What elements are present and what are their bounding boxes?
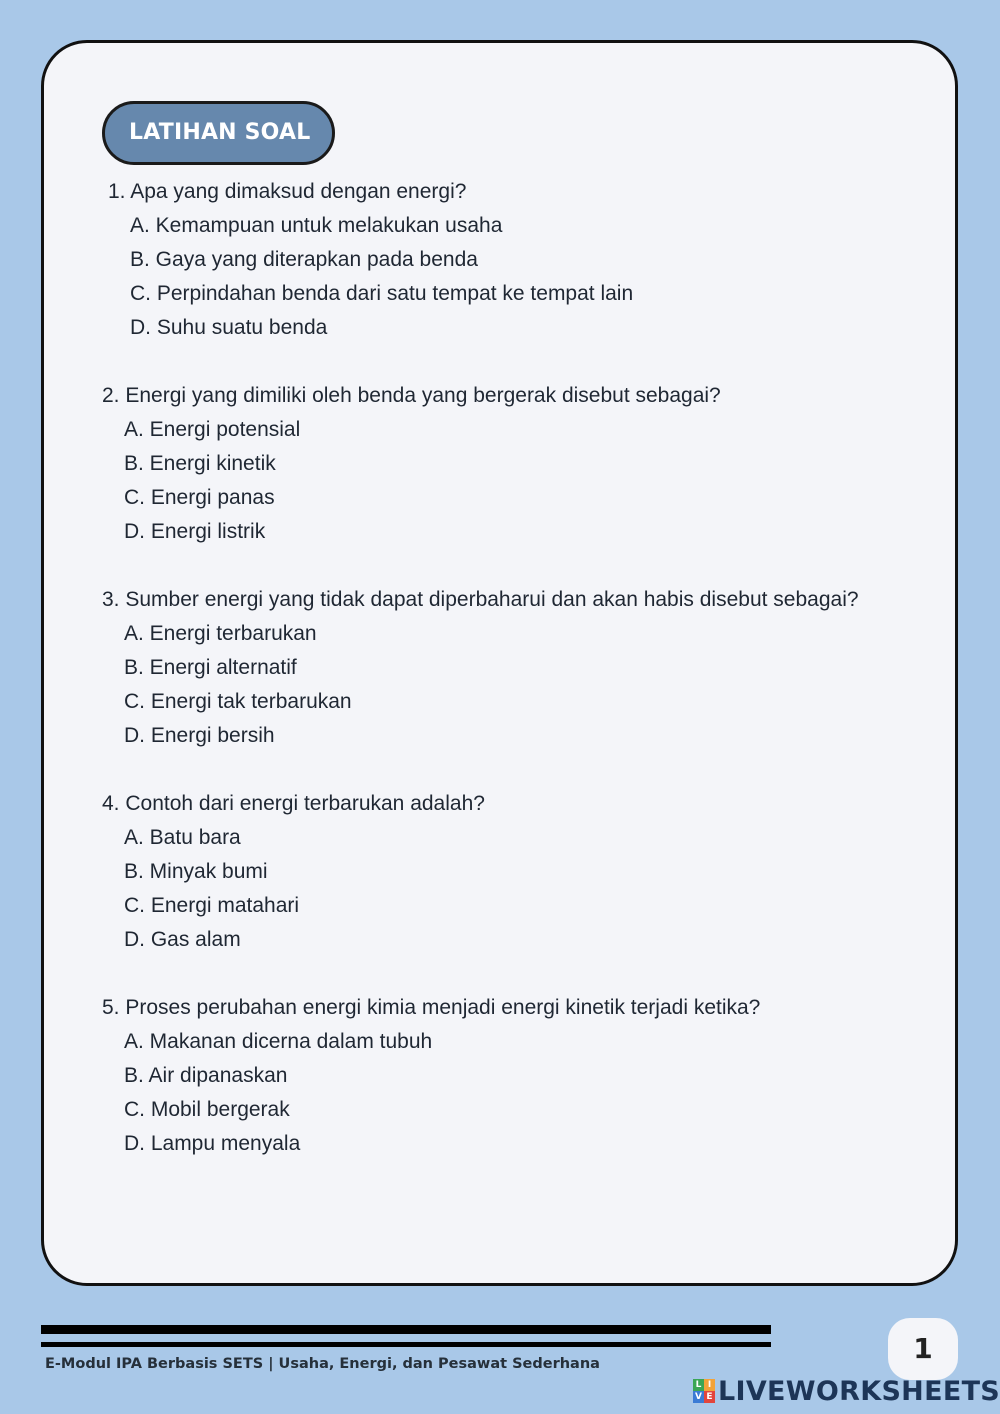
question-5 bbox=[102, 991, 760, 1161]
option-c[interactable]: C. Energi tak terbarukan bbox=[124, 690, 352, 713]
logo-mark-letter: I bbox=[704, 1379, 715, 1391]
question-text: 5. Proses perubahan energi kimia menjadi energi kinetik terjadi ketika? bbox=[102, 996, 761, 1019]
liveworksheets-mark-icon bbox=[693, 1379, 715, 1403]
option-a[interactable]: A. Makanan dicerna dalam tubuh bbox=[124, 1030, 433, 1053]
logo-mark-letter: V bbox=[693, 1391, 704, 1403]
logo-mark-letter: E bbox=[704, 1391, 715, 1403]
liveworksheets-logo[interactable] bbox=[693, 1374, 1000, 1408]
option-b[interactable]: B. Minyak bumi bbox=[124, 860, 268, 883]
option-a[interactable]: A. Energi potensial bbox=[124, 418, 301, 441]
logo-mark-letter: L bbox=[693, 1379, 704, 1391]
question-1 bbox=[108, 175, 633, 345]
option-d[interactable]: D. Energi bersih bbox=[124, 724, 275, 747]
logo-text: LIVEWORKSHEETS bbox=[718, 1375, 1000, 1407]
section-title: LATIHAN SOAL bbox=[102, 101, 335, 165]
option-b[interactable]: B. Gaya yang diterapkan pada benda bbox=[130, 248, 478, 271]
question-text: 3. Sumber energi yang tidak dapat diperbaharui dan akan habis disebut sebagai? bbox=[102, 588, 859, 611]
question-2 bbox=[102, 379, 721, 549]
option-c[interactable]: C. Mobil bergerak bbox=[124, 1098, 290, 1121]
option-d[interactable]: D. Suhu suatu benda bbox=[130, 316, 328, 339]
option-b[interactable]: B. Energi kinetik bbox=[124, 452, 276, 475]
footer-rule-thick bbox=[41, 1325, 771, 1334]
question-3 bbox=[102, 583, 859, 753]
option-b[interactable]: B. Air dipanaskan bbox=[124, 1064, 288, 1087]
option-c[interactable]: C. Energi matahari bbox=[124, 894, 300, 917]
page-number: 1 bbox=[888, 1318, 958, 1380]
worksheet-card bbox=[41, 40, 958, 1286]
question-text: 2. Energi yang dimiliki oleh benda yang bergerak disebut sebagai? bbox=[102, 384, 721, 407]
option-d[interactable]: D. Lampu menyala bbox=[124, 1132, 301, 1155]
question-4 bbox=[102, 787, 485, 957]
option-a[interactable]: A. Energi terbarukan bbox=[124, 622, 317, 645]
option-d[interactable]: D. Energi listrik bbox=[124, 520, 266, 543]
question-text: 1. Apa yang dimaksud dengan energi? bbox=[108, 180, 467, 203]
option-c[interactable]: C. Energi panas bbox=[124, 486, 275, 509]
module-title: E-Modul IPA Berbasis SETS | Usaha, Energi, dan Pesawat Sederhana bbox=[45, 1356, 600, 1372]
option-b[interactable]: B. Energi alternatif bbox=[124, 656, 297, 679]
footer-rule-thin bbox=[41, 1342, 771, 1347]
option-a[interactable]: A. Batu bara bbox=[124, 826, 241, 849]
question-text: 4. Contoh dari energi terbarukan adalah? bbox=[102, 792, 485, 815]
option-c[interactable]: C. Perpindahan benda dari satu tempat ke tempat lain bbox=[130, 282, 634, 305]
option-d[interactable]: D. Gas alam bbox=[124, 928, 241, 951]
option-a[interactable]: A. Kemampuan untuk melakukan usaha bbox=[130, 214, 503, 237]
